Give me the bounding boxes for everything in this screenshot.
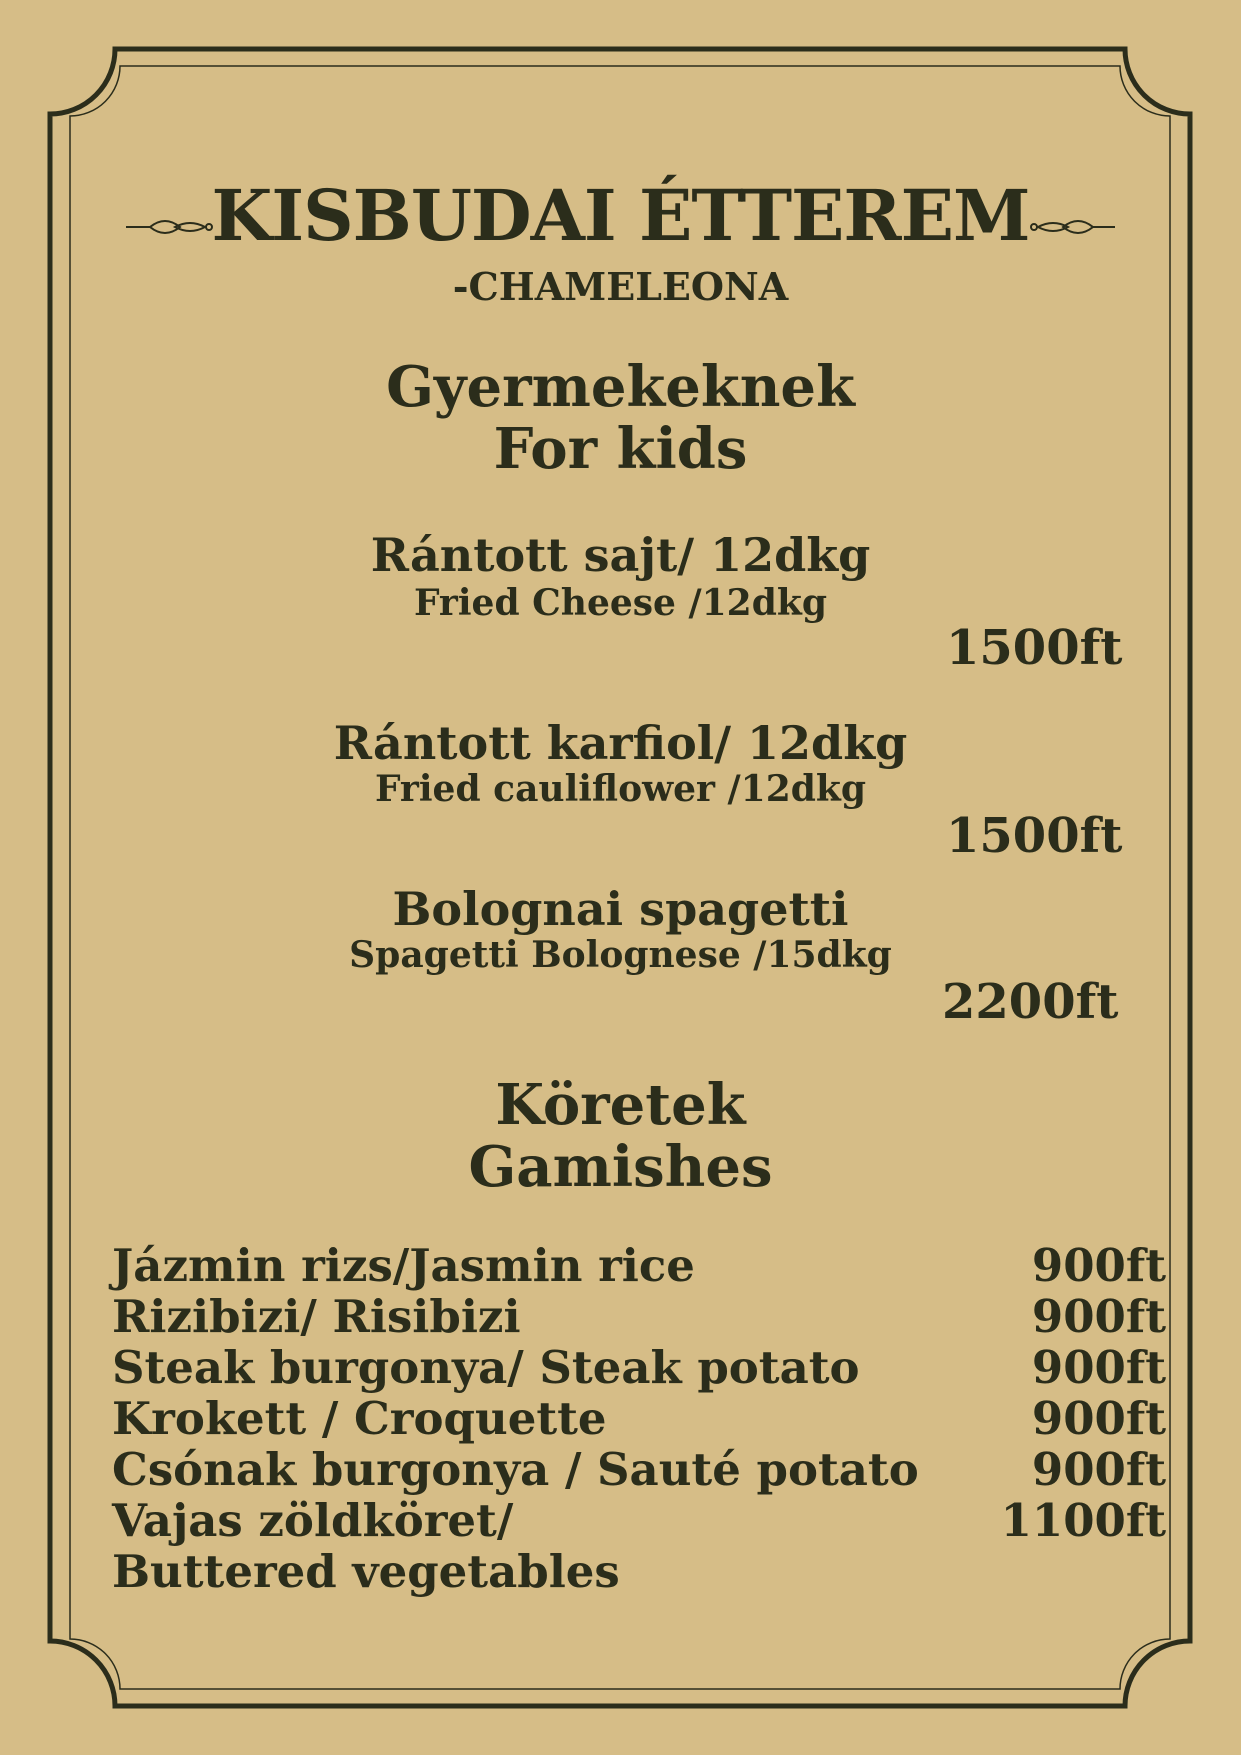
kids-item-2-price: 1500ft [946, 808, 1123, 864]
kids-item-2-name-en: Fried cauliflower /12dkg [374, 768, 867, 810]
side-item-price: 900ft [1031, 1392, 1166, 1445]
list-item [112, 1393, 1166, 1444]
kids-item-2-name-hu: Rántott karfiol/ 12dkg [333, 716, 908, 770]
side-item-name: Rizibizi/ Risibizi [112, 1290, 521, 1343]
side-item-name: Vajas zöldköret/ [112, 1494, 514, 1547]
sides-section-title-en: Gamishes [468, 1134, 773, 1200]
list-item [112, 1342, 1166, 1393]
restaurant-subtitle: -CHAMELEONA [452, 264, 789, 309]
side-item-price: 900ft [1031, 1290, 1166, 1343]
kids-item-3-name-en: Spagetti Bolognese /15dkg [349, 934, 892, 976]
kids-item-1-name-en: Fried Cheese /12dkg [413, 582, 828, 624]
kids-section-title-en: For kids [493, 416, 748, 482]
kids-item-1-price: 1500ft [946, 620, 1123, 676]
side-item-price: 1100ft [1000, 1494, 1166, 1547]
list-item [112, 1495, 1166, 1546]
side-item-name: Jázmin rizs/Jasmin rice [112, 1239, 695, 1292]
side-item-name: Krokett / Croquette [112, 1392, 607, 1445]
kids-item-1-name-hu: Rántott sajt/ 12dkg [370, 528, 871, 582]
list-item [112, 1444, 1166, 1495]
side-item-price: 900ft [1031, 1239, 1166, 1292]
side-item-price: 900ft [1031, 1341, 1166, 1394]
sides-list [112, 1240, 1166, 1597]
side-item-price: 900ft [1031, 1443, 1166, 1496]
sides-section-title-hu: Köretek [495, 1072, 746, 1138]
restaurant-title: KISBUDAI ÉTTEREM [211, 174, 1030, 257]
list-item [112, 1291, 1166, 1342]
kids-item-3-price: 2200ft [942, 974, 1119, 1030]
side-item-name: Steak burgonya/ Steak potato [112, 1341, 860, 1394]
side-item-name: Buttered vegetables [112, 1545, 620, 1598]
list-item [112, 1240, 1166, 1291]
kids-section-title-hu: Gyermekeknek [386, 354, 855, 420]
side-item-name: Csónak burgonya / Sauté potato [112, 1443, 919, 1496]
list-item [112, 1546, 1166, 1597]
kids-item-3-name-hu: Bolognai spagetti [392, 882, 849, 936]
